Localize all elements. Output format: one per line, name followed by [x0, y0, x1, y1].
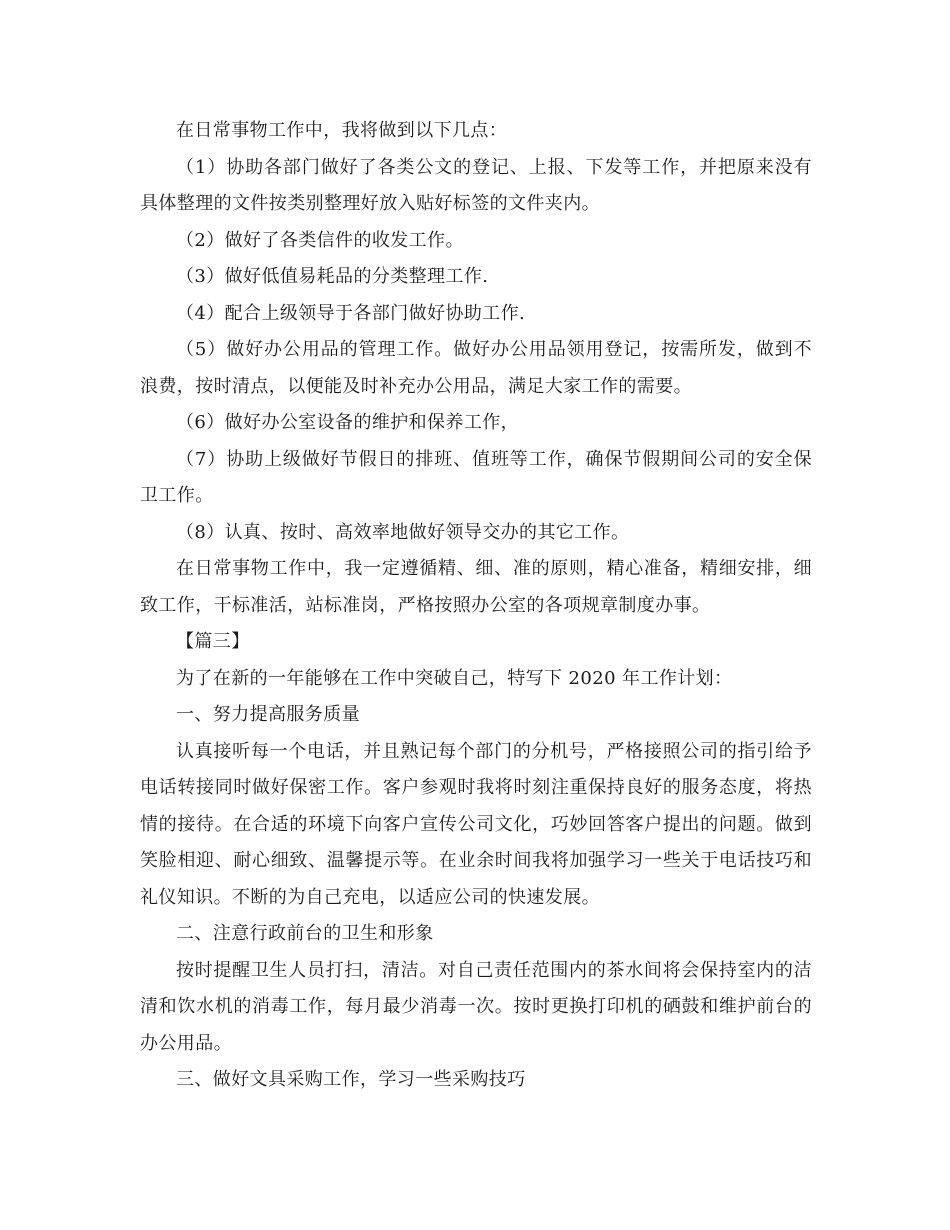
paragraph-item-3: （3）做好低值易耗品的分类整理工作.: [176, 266, 489, 287]
paragraph-item-5: （5）做好办公用品的管理工作。做好办公用品领用登记，按需所发，做到不浪费，按时清点，以便能及时补充办公用品，满足大家工作的需要。: [140, 339, 812, 397]
paragraph-item-2: （2）做好了各类信件的收发工作。: [176, 229, 464, 251]
paragraph-daily-work-summary: 在日常事物工作中，我一定遵循精、细、准的原则，精心准备，精细安排，细致工作，干标准活，站标准岗，严格按照办公室的各项规章制度办事。: [140, 558, 812, 616]
paragraph-front-desk-hygiene: 按时提醒卫生人员打扫，清洁。对自己责任范围内的茶水间将会保持室内的洁清和饮水机的消毒工作，每月最少消毒一次。按时更换打印机的硒鼓和维护前台的办公用品。: [140, 959, 812, 1054]
heading-stationery-purchasing: 三、做好文具采购工作，学习一些采购技巧: [176, 1069, 526, 1090]
section-heading-part-three: 【篇三】: [176, 631, 250, 652]
paragraph-intro-daily-work: 在日常事物工作中，我将做到以下几点：: [176, 120, 508, 141]
paragraph-item-8: （8）认真、按时、高效率地做好领导交办的其它工作。: [176, 521, 630, 543]
paragraph-plan-intro: 为了在新的一年能够在工作中突破自己，特写下 2020 年工作计划：: [176, 667, 733, 689]
heading-service-quality: 一、努力提高服务质量: [176, 704, 360, 725]
paragraph-item-1: （1）协助各部门做好了各类公文的登记、上报、下发等工作，并把原来没有具体整理的文件按类别整理好放入贴好标签的文件夹内。: [140, 156, 812, 214]
paragraph-service-quality: 认真接听每一个电话，并且熟记每个部门的分机号，严格接照公司的指引给予电话转接同时做好保密工作。客户参观时我将时刻注重保持良好的服务态度，将热情的接待。在合适的环境下向客户宣传公司文化，巧妙回答客户提出的问题。做到笑脸相迎、耐心细致、温馨提示等。在业余时间我将加强学习一些关于电话技巧和礼仪知识。不断的为自己充电，以适应公司的快速发展。: [140, 740, 812, 908]
heading-front-desk-hygiene: 二、注意行政前台的卫生和形象: [176, 923, 434, 944]
paragraph-item-6: （6）做好办公室设备的维护和保养工作，: [176, 412, 520, 433]
paragraph-item-4: （4）配合上级领导于各部门做好协助工作.: [176, 302, 526, 324]
document-body: [140, 113, 812, 1099]
paragraph-item-7: （7）协助上级做好节假日的排班、值班等工作，确保节假期间公司的安全保卫工作。: [140, 448, 812, 506]
